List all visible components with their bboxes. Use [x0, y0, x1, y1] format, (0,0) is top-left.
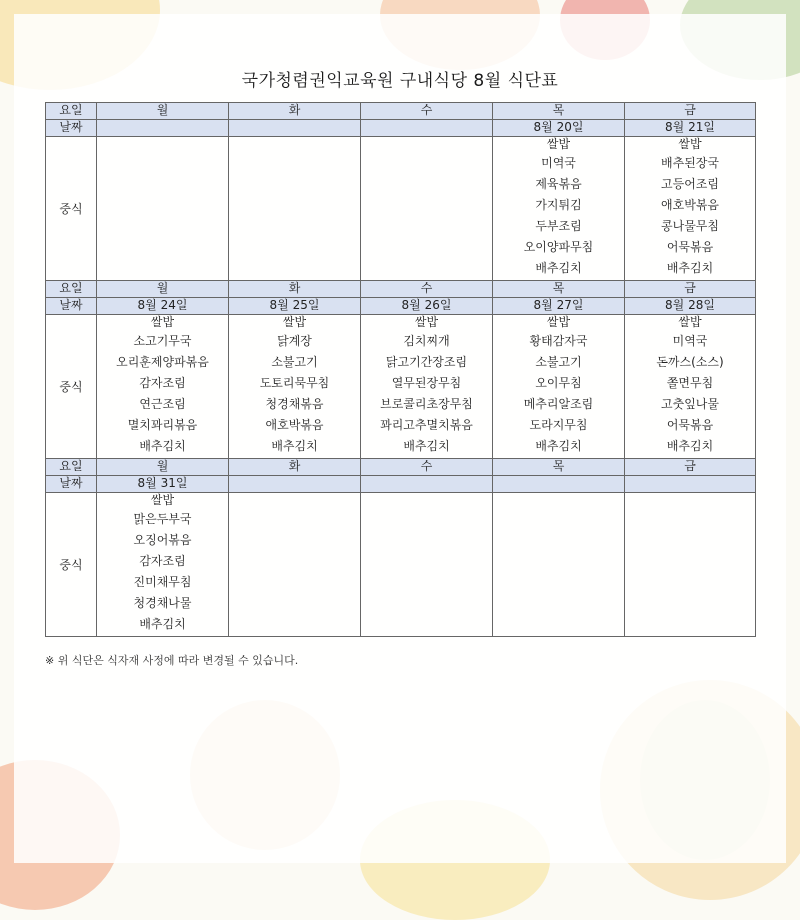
menu-item: 감자조림 [139, 554, 186, 568]
lunch-row [46, 137, 756, 281]
menu-item: 돈까스(소스) [656, 355, 724, 369]
menu-item: 쌀밥 [678, 315, 702, 329]
weekday-cell: 금 [625, 281, 756, 298]
menu-item: 소고기무국 [133, 334, 192, 348]
lunch-label: 중식 [46, 137, 97, 281]
menu-item: 애호박볶음 [265, 418, 324, 432]
date-cell [229, 476, 361, 493]
menu-cell [625, 137, 756, 281]
weekday-cell: 월 [97, 281, 229, 298]
menu-item: 도토리묵무침 [259, 376, 330, 390]
menu-item: 배추김치 [403, 439, 450, 453]
menu-item: 소불고기 [535, 355, 582, 369]
weekday-cell: 목 [493, 281, 625, 298]
menu-cell [97, 493, 229, 637]
weekday-cell: 화 [229, 459, 361, 476]
menu-item: 오이무침 [535, 376, 582, 390]
menu-item: 배추김치 [535, 439, 582, 453]
menu-item: 가지튀김 [535, 198, 582, 212]
weekday-cell: 수 [361, 281, 493, 298]
page-title: 국가청렴권익교육원 구내식당 8월 식단표 [241, 71, 559, 91]
day-label: 요일 [46, 281, 97, 298]
day-label: 요일 [46, 103, 97, 120]
menu-item: 꽈리고추멸치볶음 [380, 418, 473, 432]
menu-cell [361, 315, 493, 459]
date-cell [361, 476, 493, 493]
weekday-cell: 금 [625, 103, 756, 120]
menu-item: 도라지무침 [529, 418, 588, 432]
menu-cell [493, 493, 625, 637]
menu-item: 감자조림 [139, 376, 186, 390]
menu-item: 콩나물무침 [661, 219, 719, 233]
menu-cell [493, 137, 625, 281]
date-label: 날짜 [46, 298, 97, 315]
footnote: ※ 위 식단은 식자재 사정에 따라 변경될 수 있습니다. [45, 654, 299, 667]
menu-item: 어묵볶음 [666, 418, 714, 432]
menu-item: 쌀밥 [678, 137, 702, 151]
weekday-cell: 수 [361, 103, 493, 120]
day-label: 요일 [46, 459, 97, 476]
lunch-row [46, 493, 756, 637]
date-label: 날짜 [46, 476, 97, 493]
menu-item: 오징어볶음 [133, 533, 192, 547]
date-cell: 8월 31일 [97, 476, 229, 493]
menu-item: 브로콜리초장무침 [380, 397, 473, 411]
weekday-row [46, 103, 756, 120]
menu-item: 배추된장국 [661, 156, 719, 170]
lunch-label: 중식 [46, 493, 97, 637]
menu-item: 맑은두부국 [133, 512, 192, 526]
menu-item: 쌀밥 [546, 137, 571, 151]
date-cell [493, 476, 625, 493]
menu-item: 두부조림 [535, 219, 582, 233]
menu-item: 오리훈제양파볶음 [116, 355, 209, 369]
date-cell [97, 120, 229, 137]
menu-cell [229, 137, 361, 281]
date-cell: 8월 20일 [493, 120, 625, 137]
menu-item: 고춧잎나물 [661, 397, 719, 411]
date-label: 날짜 [46, 120, 97, 137]
date-row [46, 298, 756, 315]
menu-item: 미역국 [541, 156, 576, 170]
weekday-cell: 화 [229, 281, 361, 298]
menu-item: 열무된장무침 [391, 376, 462, 390]
menu-item: 배추김치 [535, 261, 582, 275]
menu-cell [229, 493, 361, 637]
lunch-label: 중식 [46, 315, 97, 459]
menu-cell [97, 137, 229, 281]
menu-item: 쌀밥 [150, 493, 175, 507]
weekday-cell: 목 [493, 459, 625, 476]
menu-item: 쌀밥 [282, 315, 307, 329]
menu-item: 쫄면무침 [666, 376, 714, 390]
menu-item: 제육볶음 [535, 177, 582, 191]
menu-cell [97, 315, 229, 459]
weekday-cell: 금 [625, 459, 756, 476]
menu-item: 어묵볶음 [666, 240, 714, 254]
date-row [46, 476, 756, 493]
date-cell: 8월 25일 [229, 298, 361, 315]
menu-item: 고등어조림 [661, 177, 719, 191]
menu-cell [229, 315, 361, 459]
date-cell: 8월 24일 [97, 298, 229, 315]
date-cell: 8월 26일 [361, 298, 493, 315]
menu-item: 청경채나물 [133, 596, 192, 610]
weekday-row [46, 281, 756, 298]
weekday-cell: 월 [97, 459, 229, 476]
date-cell: 8월 28일 [625, 298, 756, 315]
menu-item: 배추김치 [666, 439, 714, 453]
date-row [46, 120, 756, 137]
menu-item: 배추김치 [271, 439, 318, 453]
weekday-cell: 목 [493, 103, 625, 120]
menu-item: 쌀밥 [414, 315, 439, 329]
menu-cell [493, 315, 625, 459]
menu-item: 배추김치 [139, 439, 186, 453]
date-cell: 8월 21일 [625, 120, 756, 137]
menu-item: 소불고기 [271, 355, 318, 369]
menu-item: 닭고기간장조림 [385, 355, 468, 369]
date-cell [625, 476, 756, 493]
menu-cell [361, 493, 493, 637]
weekday-cell: 수 [361, 459, 493, 476]
menu-item: 애호박볶음 [661, 198, 719, 212]
menu-item: 쌀밥 [546, 315, 571, 329]
menu-cell [361, 137, 493, 281]
date-cell: 8월 27일 [493, 298, 625, 315]
menu-item: 메추리알조림 [523, 397, 594, 411]
menu-cell [625, 315, 756, 459]
date-cell [229, 120, 361, 137]
menu-item: 김치찌개 [403, 334, 450, 348]
weekday-cell: 월 [97, 103, 229, 120]
menu-item: 멸치꽈리볶음 [127, 418, 198, 432]
weekday-cell: 화 [229, 103, 361, 120]
menu-table [45, 102, 756, 637]
weekday-row [46, 459, 756, 476]
menu-item: 배추김치 [139, 617, 186, 631]
menu-item: 진미채무침 [133, 575, 192, 589]
date-cell [361, 120, 493, 137]
menu-item: 미역국 [672, 334, 708, 348]
menu-item: 배추김치 [666, 261, 714, 275]
menu-item: 닭계장 [277, 334, 312, 348]
menu-item: 황태감자국 [529, 334, 588, 348]
menu-item: 연근조림 [139, 397, 186, 411]
menu-item: 쌀밥 [150, 315, 175, 329]
menu-item: 청경채볶음 [265, 397, 324, 411]
menu-item: 오이양파무침 [523, 240, 594, 254]
lunch-row [46, 315, 756, 459]
menu-cell [625, 493, 756, 637]
